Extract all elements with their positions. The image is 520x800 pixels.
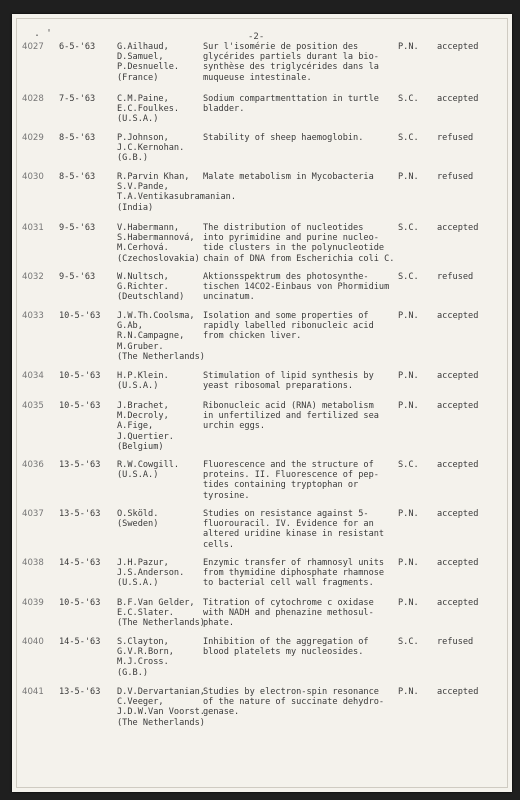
entry-code: P.N. — [398, 598, 419, 608]
entry-number: 4027 — [22, 42, 44, 52]
entry-date: 13-5-'63 — [59, 687, 101, 697]
entry-code: P.N. — [398, 172, 419, 182]
entry-date: 9-5-'63 — [59, 223, 96, 233]
entry-number: 4039 — [22, 598, 44, 608]
entry-decision: accepted — [437, 509, 479, 519]
entry-title: Studies by electron-spin resonance of the nature of succinate dehydro- genase. — [203, 687, 385, 718]
entry-date: 13-5-'63 — [59, 460, 101, 470]
entry-authors: D.V.Dervartanian, C.Veeger, J.D.W.Van Voorst. (The Netherlands) — [117, 687, 205, 728]
entry-code: S.C. — [398, 223, 419, 233]
entry-code: P.N. — [398, 509, 419, 519]
entry-title: Stimulation of lipid synthesis by yeast ribosomal preparations. — [203, 371, 374, 392]
entry-title: Aktionsspektrum des photosynthe- tischen 14CO2-Einbaus von Phormidium uncinatum. — [203, 272, 390, 303]
entry-title: Inhibition of the aggregation of blood platelets my nucleosides. — [203, 637, 369, 658]
entry-authors: H.P.Klein. (U.S.A.) — [117, 371, 169, 392]
entry-date: 6-5-'63 — [59, 42, 96, 52]
entry-decision: accepted — [437, 401, 479, 411]
entry-authors: O.Sköld. (Sweden) — [117, 509, 159, 530]
entry-date: 8-5-'63 — [59, 133, 96, 143]
entry-number: 4040 — [22, 637, 44, 647]
entry-code: S.C. — [398, 637, 419, 647]
entry-authors: C.M.Paine, E.C.Foulkes. (U.S.A.) — [117, 94, 180, 125]
entry-date: 10-5-'63 — [59, 598, 101, 608]
page-number: -2- — [248, 32, 265, 42]
entry-authors: J.Brachet, M.Decroly, A.Fige, J.Quertier. (Belgium) — [117, 401, 174, 452]
entry-number: 4028 — [22, 94, 44, 104]
entry-code: P.N. — [398, 311, 419, 321]
entry-decision: accepted — [437, 94, 479, 104]
entry-date: 10-5-'63 — [59, 401, 101, 411]
entry-number: 4037 — [22, 509, 44, 519]
entry-decision: accepted — [437, 223, 479, 233]
entry-code: S.C. — [398, 94, 419, 104]
entry-decision: accepted — [437, 558, 479, 568]
entry-code: S.C. — [398, 133, 419, 143]
corner-marks: . ' — [34, 28, 53, 39]
entry-authors: J.W.Th.Coolsma, G.Ab, R.N.Campagne, M.Gruber. (The Netherlands) — [117, 311, 205, 362]
entry-number: 4031 — [22, 223, 44, 233]
entry-title: Titration of cytochrome c oxidase with NADH and phenazine methosul- phate. — [203, 598, 374, 629]
entry-code: P.N. — [398, 558, 419, 568]
entry-date: 8-5-'63 — [59, 172, 96, 182]
entry-authors: G.Ailhaud, D.Samuel, P.Desnuelle. (France) — [117, 42, 180, 83]
entry-number: 4034 — [22, 371, 44, 381]
entry-authors: J.H.Pazur, J.S.Anderson. (U.S.A.) — [117, 558, 185, 589]
entry-authors: S.Clayton, G.V.R.Born, M.J.Cross. (G.B.) — [117, 637, 174, 678]
entry-title: Isolation and some properties of rapidly labelled ribonucleic acid from chicken liver. — [203, 311, 374, 342]
entry-date: 13-5-'63 — [59, 509, 101, 519]
entry-title: Malate metabolism in Mycobacteria — [203, 172, 374, 182]
entry-date: 10-5-'63 — [59, 371, 101, 381]
entry-title: The distribution of nucleotides into pyrimidine and purine nucleo- tide clusters in the polynucleotide chain of DNA from Escherichia coli C. — [203, 223, 395, 264]
entry-authors: R.W.Cowgill. (U.S.A.) — [117, 460, 180, 481]
entry-date: 9-5-'63 — [59, 272, 96, 282]
entry-title: Fluorescence and the structure of proteins. II. Fluorescence of pep- tides containing tryptophan or tyrosine. — [203, 460, 379, 501]
entry-decision: accepted — [437, 371, 479, 381]
entry-number: 4041 — [22, 687, 44, 697]
entry-authors: B.F.Van Gelder, E.C.Slater. (The Netherlands) — [117, 598, 205, 629]
entry-code: S.C. — [398, 272, 419, 282]
entry-number: 4032 — [22, 272, 44, 282]
entry-title: Stability of sheep haemoglobin. — [203, 133, 364, 143]
entry-title: Enzymic transfer of rhamnosyl units from thymidine diphosphate rhamnose to bacterial cell wall fragments. — [203, 558, 385, 589]
entry-code: P.N. — [398, 687, 419, 697]
document-page — [12, 14, 512, 792]
entry-decision: accepted — [437, 311, 479, 321]
entry-date: 10-5-'63 — [59, 311, 101, 321]
entry-title: Sur l'isomérie de position des glycérides partiels durant la bio- synthèse des triglycérides dans la muqueuse intestinale. — [203, 42, 379, 83]
entry-date: 14-5-'63 — [59, 637, 101, 647]
entry-decision: refused — [437, 172, 474, 182]
entry-decision: accepted — [437, 687, 479, 697]
entry-number: 4029 — [22, 133, 44, 143]
entry-decision: refused — [437, 133, 474, 143]
entry-code: P.N. — [398, 401, 419, 411]
entry-decision: refused — [437, 272, 474, 282]
entry-decision: accepted — [437, 598, 479, 608]
entry-date: 7-5-'63 — [59, 94, 96, 104]
entry-number: 4030 — [22, 172, 44, 182]
entry-decision: refused — [437, 637, 474, 647]
entry-date: 14-5-'63 — [59, 558, 101, 568]
entry-number: 4033 — [22, 311, 44, 321]
entry-authors: V.Habermann, S.Habermannová, M.Cerhová. (Czechoslovakia) — [117, 223, 200, 264]
entry-title: Ribonucleic acid (RNA) metabolism in unfertilized and fertilized sea urchin eggs. — [203, 401, 379, 432]
entry-number: 4038 — [22, 558, 44, 568]
entry-authors: R.Parvin Khan, S.V.Pande, T.A.Ventikasubramanian. (India) — [117, 172, 236, 213]
entry-title: Studies on resistance against 5- fluorouracil. IV. Evidence for an altered uridine kinase in resistant cells. — [203, 509, 385, 550]
entry-title: Sodium compartmenttation in turtle bladder. — [203, 94, 379, 115]
entry-code: P.N. — [398, 42, 419, 52]
entry-code: S.C. — [398, 460, 419, 470]
entry-authors: W.Nultsch, G.Richter. (Deutschland) — [117, 272, 185, 303]
entry-decision: accepted — [437, 42, 479, 52]
entry-number: 4035 — [22, 401, 44, 411]
entry-decision: accepted — [437, 460, 479, 470]
entry-code: P.N. — [398, 371, 419, 381]
entry-number: 4036 — [22, 460, 44, 470]
entry-authors: P.Johnson, J.C.Kernohan. (G.B.) — [117, 133, 185, 164]
